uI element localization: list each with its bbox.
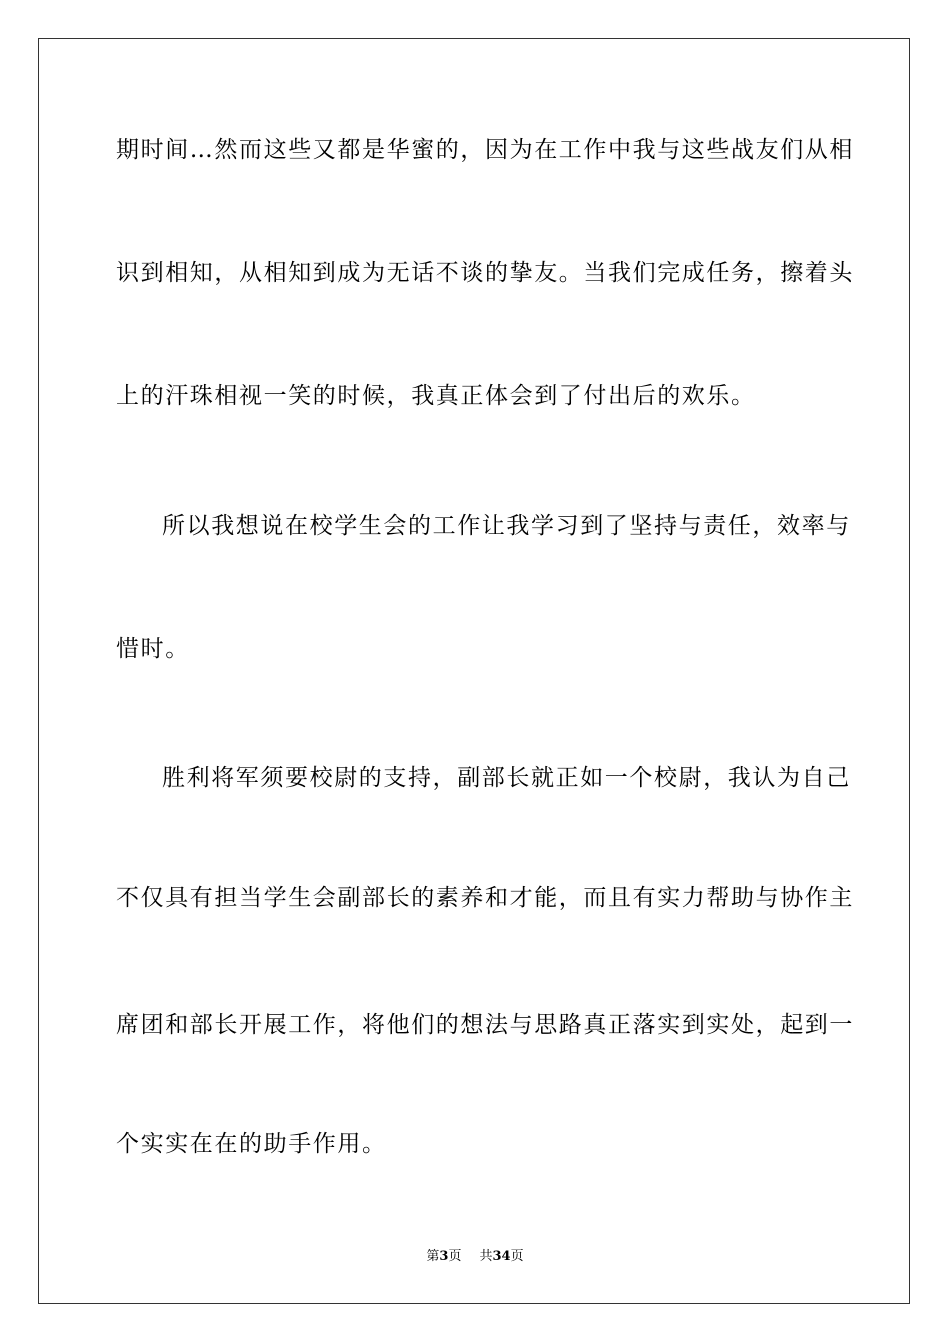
total-suffix: 页 — [510, 1249, 524, 1264]
page-prefix: 第 — [426, 1249, 440, 1264]
body-text-line-6: 胜利将军须要校尉的支持，副部长就正如一个校尉，我认为自己 — [162, 765, 851, 791]
total-prefix: 共 — [479, 1249, 493, 1264]
body-text-line-5: 惜时。 — [116, 636, 190, 662]
body-text-line-8: 席团和部长开展工作，将他们的想法与思路真正落实到实处，起到一 — [116, 1012, 854, 1038]
page-footer — [0, 1248, 950, 1266]
body-text-line-7: 不仅具有担当学生会副部长的素养和才能，而且有实力帮助与协作主 — [116, 885, 854, 911]
body-text-line-9: 个实实在在的助手作用。 — [116, 1131, 387, 1157]
body-text-line-3: 上的汗珠相视一笑的时候，我真正体会到了付出后的欢乐。 — [116, 383, 756, 409]
page-suffix: 页 — [448, 1249, 462, 1264]
page-number: 3 — [439, 1249, 449, 1264]
body-text-line-2: 识到相知，从相知到成为无话不谈的挚友。当我们完成任务，擦着头 — [116, 260, 854, 286]
total-pages: 34 — [492, 1249, 511, 1264]
page-border — [38, 38, 910, 1304]
body-text-line-1: 期时间…然而这些又都是华蜜的，因为在工作中我与这些战友们从相 — [116, 137, 854, 163]
body-text-line-4: 所以我想说在校学生会的工作让我学习到了坚持与责任，效率与 — [162, 513, 851, 539]
